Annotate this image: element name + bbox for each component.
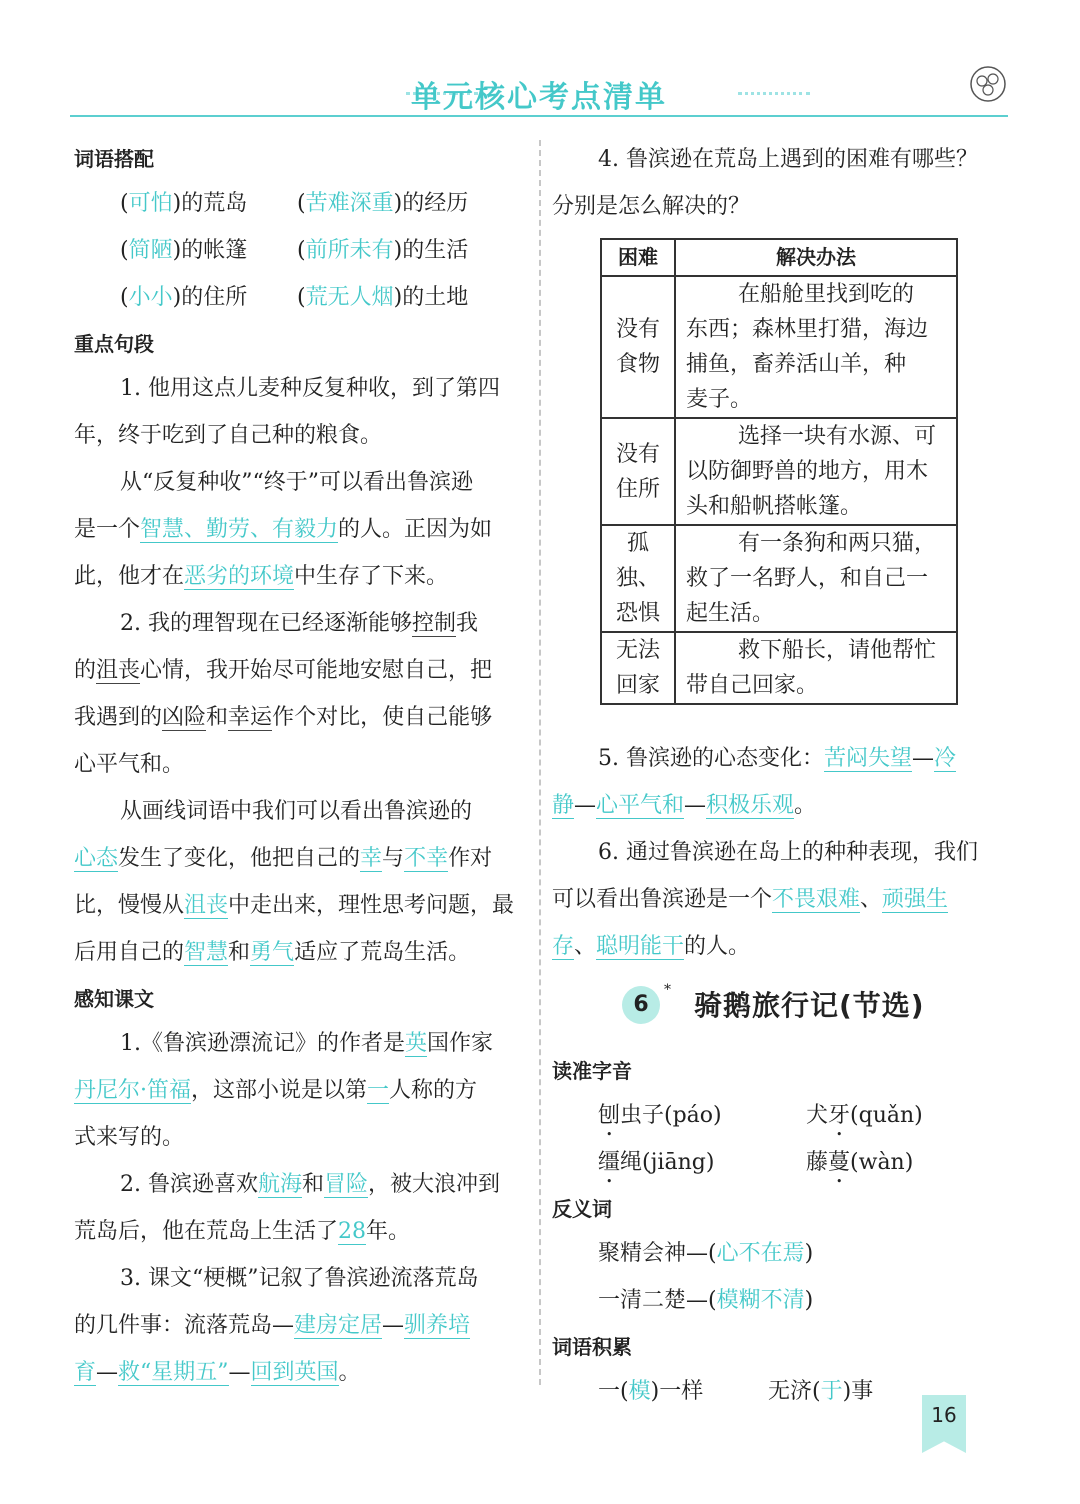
solution-cell: 有一条狗和两只猫， 救了一名野人，和自己一 起生活。 — [675, 525, 957, 632]
difficulty-cell: 没有 住所 — [601, 418, 675, 525]
table-row — [601, 418, 957, 525]
antonym-row: 聚精会神—(心不在焉) — [598, 1241, 814, 1266]
flower-ornament-icon — [968, 64, 1008, 104]
question-line: 的几件事：流落荒岛—建房定居—驯养培 — [74, 1313, 471, 1338]
passage-line: 2. 我的理智现在已经逐渐能够控制我 — [120, 611, 479, 636]
passage-line: 心平气和。 — [74, 752, 185, 777]
section-heading-text-comprehension: 感知课文 — [74, 987, 154, 1011]
header-rule — [70, 115, 1008, 117]
page-header — [70, 72, 1008, 118]
section-heading-vocabulary: 词语积累 — [552, 1335, 632, 1359]
column-divider — [539, 140, 541, 1385]
question-line: 静—心平气和—积极乐观。 — [552, 793, 817, 818]
right-column — [552, 136, 1007, 1415]
collocation-row: (可怕)的荒岛 (苦难深重)的经历 — [120, 191, 469, 216]
table-row — [601, 632, 957, 704]
question-line: 4. 鲁滨逊在荒岛上遇到的困难有哪些？ — [598, 147, 978, 172]
question-line: 3. 课文“梗概”记叙了鲁滨逊流落荒岛 — [120, 1266, 479, 1291]
table-header-difficulty: 困难 — [601, 239, 675, 276]
question-line: 可以看出鲁滨逊是一个不畏艰难、顽强生 — [552, 887, 949, 912]
question-line: 存、聪明能干的人。 — [552, 934, 751, 959]
difficulty-cell: 无法 回家 — [601, 632, 675, 704]
question-line: 2. 鲁滨逊喜欢航海和冒险，被大浪冲到 — [120, 1172, 501, 1197]
lesson-star-mark: * — [664, 982, 671, 998]
pinyin-row: 缰绳(jiāng) 藤蔓(wàn) — [598, 1150, 914, 1175]
passage-line: 是一个智慧、勤劳、有毅力的人。正因为如 — [74, 517, 493, 542]
left-column — [74, 136, 529, 1396]
table-header-solution: 解决办法 — [675, 239, 957, 276]
solution-cell: 在船舱里找到吃的 东西；森林里打猎，海边 捕鱼，畜养活山羊，种 麦子。 — [675, 276, 957, 418]
lesson-number-badge: 6 — [622, 986, 660, 1024]
question-line: 1.《鲁滨逊漂流记》的作者是英国作家 — [120, 1031, 494, 1056]
difficulty-cell: 孤独、 恐惧 — [601, 525, 675, 632]
question-line: 育—救“星期五”—回到英国。 — [74, 1360, 361, 1385]
question-line: 式来写的。 — [74, 1125, 185, 1150]
passage-line: 1. 他用这点儿麦种反复种收，到了第四 — [120, 376, 500, 401]
table-row — [601, 525, 957, 632]
pinyin-row: 刨虫子(páo) 犬牙(quǎn) — [598, 1103, 923, 1128]
lesson-heading — [552, 970, 1007, 1048]
section-heading-antonyms: 反义词 — [552, 1197, 612, 1221]
question-line: 分别是怎么解决的？ — [552, 194, 751, 219]
difficulties-table-wrapper — [552, 238, 1007, 735]
question-line: 丹尼尔·笛福，这部小说是以第一人称的方 — [74, 1078, 478, 1103]
passage-line: 的沮丧心情，我开始尽可能地安慰自己，把 — [74, 658, 493, 683]
solution-cell: 选择一块有水源、可 以防御野兽的地方，用木 头和船帆搭帐篷。 — [675, 418, 957, 525]
passage-line: 从画线词语中我们可以看出鲁滨逊的 — [120, 799, 473, 824]
antonym-row: 一清二楚—(模糊不清) — [598, 1288, 814, 1313]
passage-line: 从“反复种收”“终于”可以看出鲁滨逊 — [120, 470, 473, 495]
passage-line: 我遇到的凶险和幸运作个对比，使自己能够 — [74, 705, 493, 730]
lesson-title: 骑鹅旅行记(节选) — [694, 989, 925, 1022]
difficulties-table — [600, 238, 958, 705]
difficulty-cell: 没有 食物 — [601, 276, 675, 418]
table-header-row — [601, 239, 957, 276]
question-line: 荒岛后，他在荒岛上生活了28年。 — [74, 1219, 411, 1244]
table-row — [601, 276, 957, 418]
question-line: 6. 通过鲁滨逊在岛上的种种表现，我们 — [598, 840, 978, 865]
passage-line: 年，终于吃到了自己种的粮食。 — [74, 423, 383, 448]
section-heading-key-passages: 重点句段 — [74, 332, 154, 356]
vocab-row: 一(模)一样 无济(于)事 — [598, 1379, 874, 1404]
section-heading-collocation: 词语搭配 — [74, 147, 154, 171]
solution-cell: 救下船长，请他帮忙 带自己回家。 — [675, 632, 957, 704]
header-title: 单元核心考点清单 — [411, 80, 667, 115]
section-heading-pronunciation: 读准字音 — [552, 1059, 632, 1083]
question-line: 5. 鲁滨逊的心态变化：苦闷失望—冷 — [598, 746, 957, 771]
page-number: 16 — [931, 1403, 957, 1427]
passage-line: 此，他才在恶劣的环境中生存了下来。 — [74, 564, 449, 589]
collocation-row: (简陋)的帐篷 (前所未有)的生活 — [120, 238, 469, 263]
passage-line: 心态发生了变化，他把自己的幸与不幸作对 — [74, 846, 493, 871]
passage-line: 后用自己的智慧和勇气适应了荒岛生活。 — [74, 940, 471, 965]
passage-line: 比，慢慢从沮丧中走出来，理性思考问题，最 — [74, 893, 515, 918]
collocation-row: (小小)的住所 (荒无人烟)的土地 — [120, 285, 469, 310]
